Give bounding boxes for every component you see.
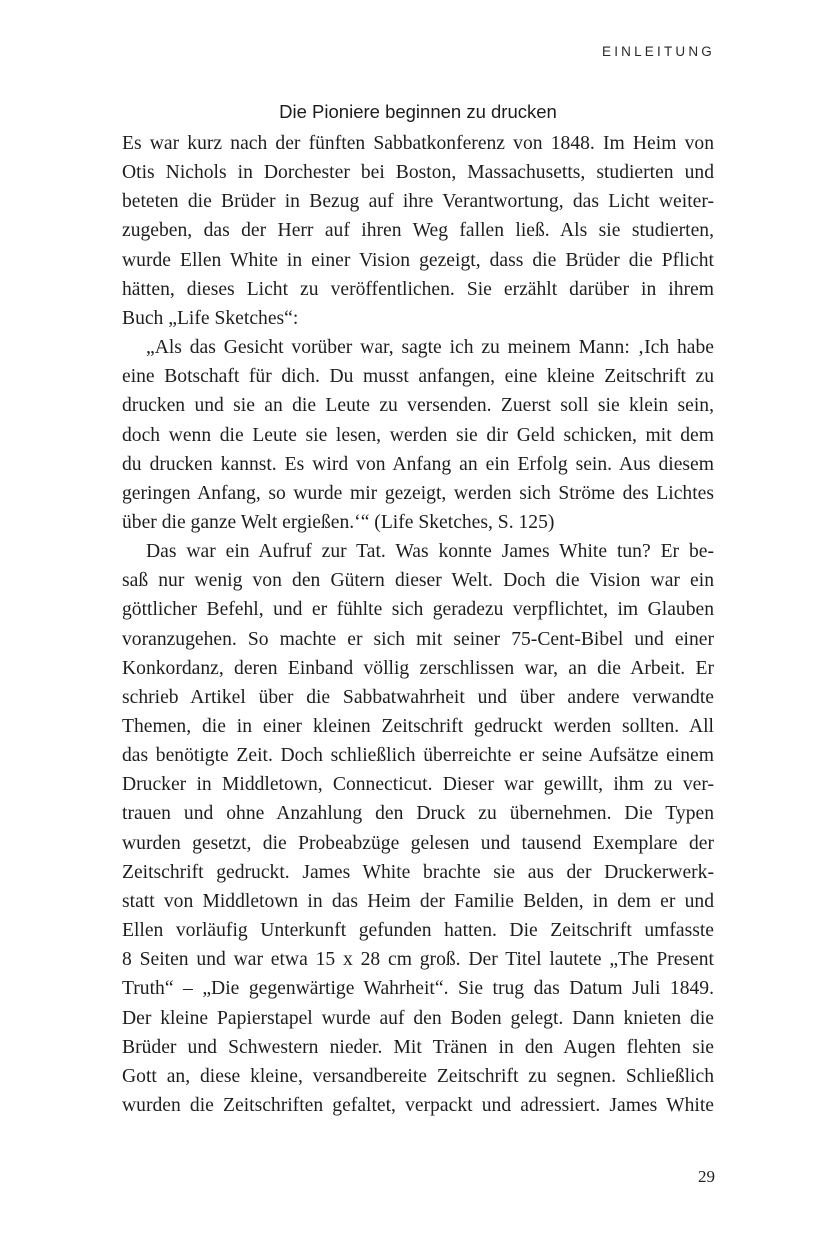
text-line: trauen und ohne Anzahlung den Druck zu übernehmen. Die Typen	[122, 803, 714, 825]
text-line: Buch „Life Sketches“:	[122, 307, 299, 329]
text-line: saß nur wenig von den Gütern dieser Welt. Doch die Vision war ein	[122, 570, 714, 592]
text-line: über die ganze Welt ergießen.‘“ (Life Sketches, S. 125)	[122, 511, 555, 533]
text-line: Ellen vorläufig Unterkunft gefunden hatten. Die Zeitschrift umfasste	[122, 920, 714, 941]
text-line: doch wenn die Leute sie lesen, werden sie dir Geld schicken, mit dem	[122, 424, 714, 446]
text-line: das benötigte Zeit. Doch schließlich überreichte er seine Aufsätze einem	[122, 745, 714, 767]
text-line: hätten, dieses Licht zu veröffentlichen. Sie erzählt darüber in ihrem	[122, 278, 714, 300]
text-line: Es war kurz nach der fünften Sabbatkonferenz von 1848. Im Heim von	[122, 133, 714, 154]
text-line: statt von Middletown in das Heim der Familie Belden, in dem er und	[122, 890, 714, 912]
text-line: geringen Anfang, so wurde mir gezeigt, werden sich Ströme des Lichtes	[122, 482, 714, 504]
text-line: Zeitschrift gedruckt. James White brachte sie aus der Druckerwerk-	[122, 861, 714, 883]
text-line: zugeben, das der Herr auf ihren Weg fallen ließ. Als sie studierten,	[122, 220, 714, 242]
running-head: EINLEITUNG	[601, 44, 715, 59]
text-line: Drucker in Middletown, Connecticut. Dieser war gewillt, ihm zu ver-	[122, 774, 714, 796]
text-line: wurde Ellen White in einer Vision gezeigt, dass die Brüder die Pflicht	[122, 249, 714, 271]
text-line: drucken und sie an die Leute zu versenden. Zuerst soll sie klein sein,	[122, 395, 714, 417]
text-line: beteten die Brüder in Bezug auf ihre Verantwortung, das Licht weiter-	[122, 191, 714, 213]
text-line: Konkordanz, deren Einband völlig zerschlissen war, an die Arbeit. Er	[122, 657, 714, 679]
text-line: göttlicher Befehl, und er fühlte sich geradezu verpflichtet, im Glauben	[122, 599, 714, 621]
text-line: du drucken kannst. Es wird von Anfang an ein Erfolg sein. Aus diesem	[122, 453, 714, 475]
text-line: Themen, die in einer kleinen Zeitschrift gedruckt werden sollten. All	[122, 716, 714, 737]
text-line: „Als das Gesicht vorüber war, sagte ich zu meinem Mann: ‚Ich habe	[146, 337, 714, 358]
text-line: Otis Nichols in Dorchester bei Boston, Massachusetts, studierten und	[122, 162, 714, 184]
text-line: wurden die Zeitschriften gefaltet, verpackt und adressiert. James White	[122, 1094, 714, 1116]
page-number: 29	[698, 1167, 715, 1186]
text-line: Der kleine Papierstapel wurde auf den Boden gelegt. Dann knieten die	[122, 1007, 714, 1029]
text-line: wurden gesetzt, die Probeabzüge gelesen und tausend Exemplare der	[122, 832, 714, 854]
text-line: schrieb Artikel über die Sabbatwahrheit und über andere verwandte	[122, 686, 714, 708]
text-line: Das war ein Aufruf zur Tat. Was konnte James White tun? Er be-	[146, 541, 714, 563]
text-line: Truth“ – „Die gegenwärtige Wahrheit“. Sie trug das Datum Juli 1849.	[122, 978, 714, 1000]
section-heading: Die Pioniere beginnen zu drucken	[279, 101, 557, 122]
text-line: voranzugehen. So machte er sich mit seiner 75-Cent-Bibel und einer	[122, 628, 714, 650]
text-line: 8 Seiten und war etwa 15 x 28 cm groß. Der Titel lautete „The Present	[122, 949, 714, 971]
text-line: Gott an, diese kleine, versandbereite Zeitschrift zu segnen. Schließlich	[122, 1065, 714, 1087]
text-line: Brüder und Schwestern nieder. Mit Tränen in den Augen flehten sie	[122, 1036, 714, 1058]
text-line: eine Botschaft für dich. Du musst anfangen, eine kleine Zeitschrift zu	[122, 366, 714, 388]
